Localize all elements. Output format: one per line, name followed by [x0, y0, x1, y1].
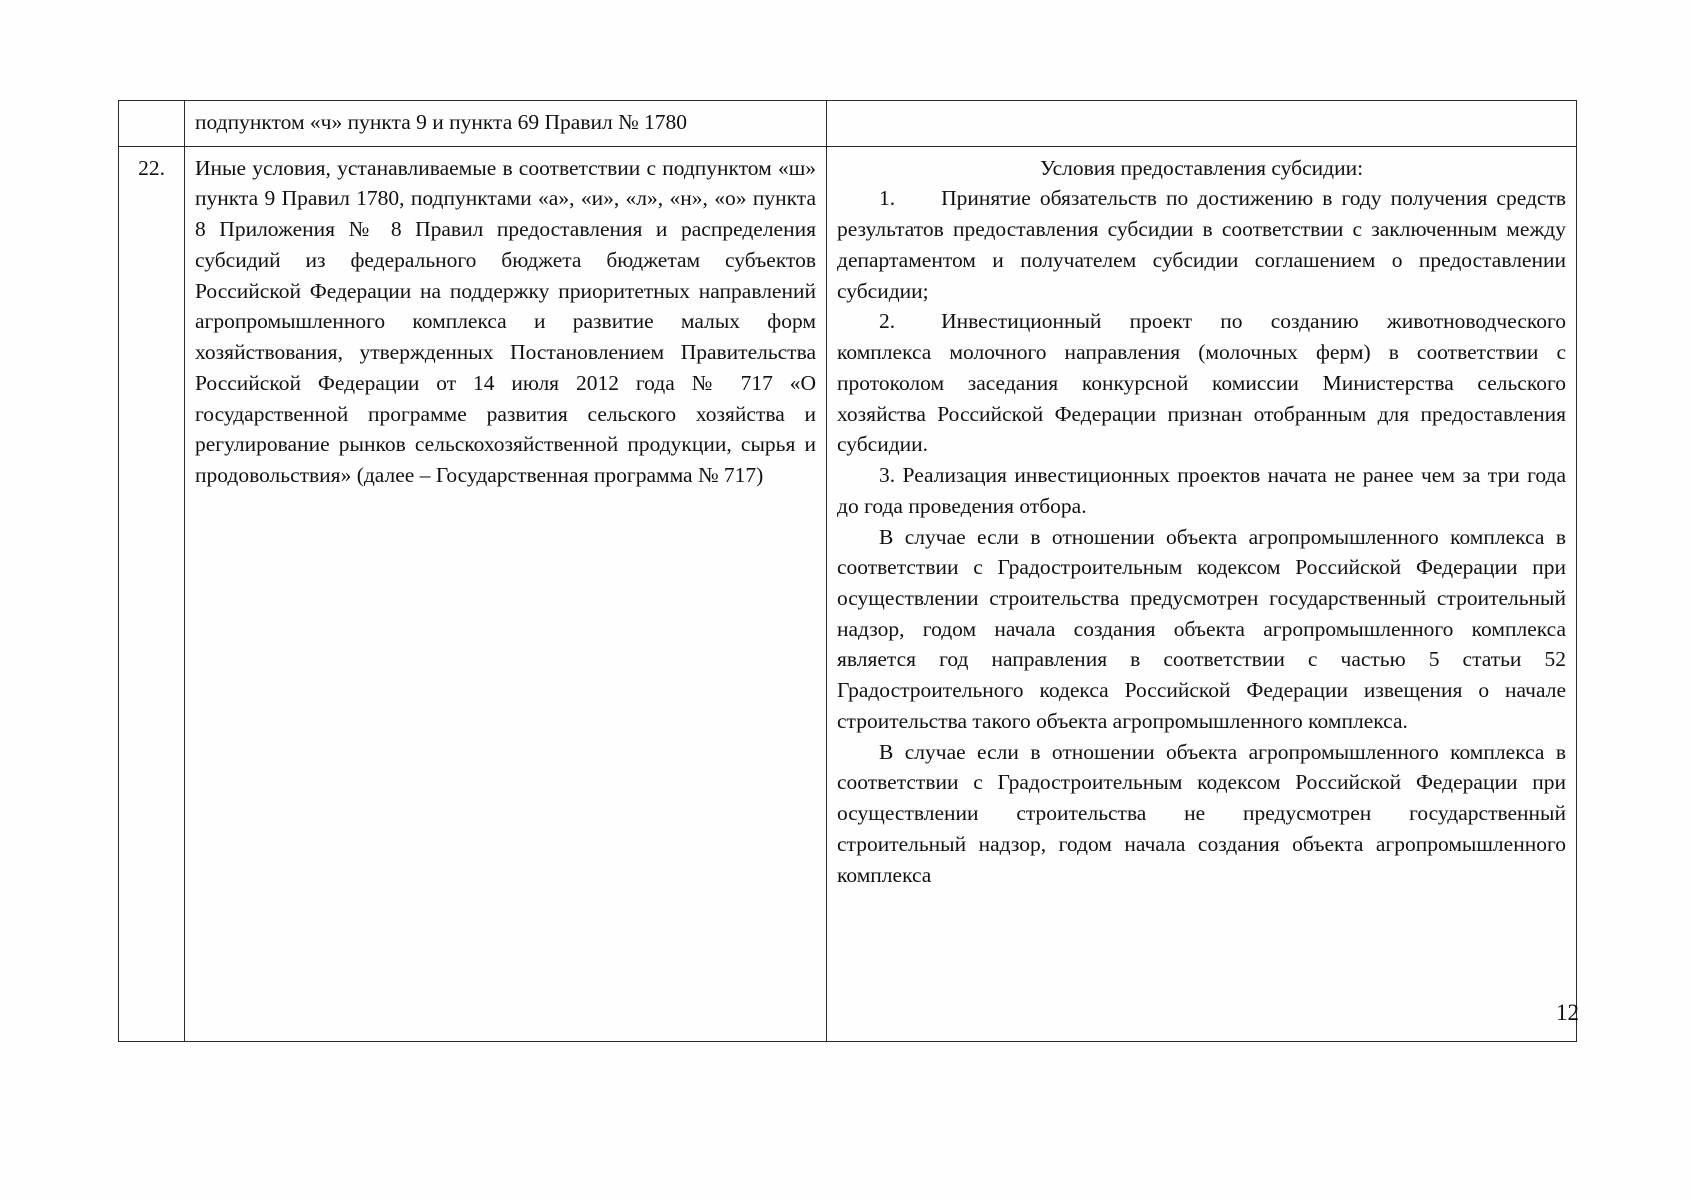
row-right-cell	[827, 146, 1577, 1041]
list-text: Реализация инвестиционных проектов начата не ранее чем за три года до года проведения отбора.	[837, 463, 1566, 518]
list-text: Инвестиционный проект по созданию животноводческого комплекса молочного направления (молочных ферм) в соответствии с протоколом заседания конкурсной комиссии Министерства сельского хозяйства Российской Федерации признан отобранным для предоставления субсидии.	[837, 309, 1566, 457]
table-row	[119, 146, 1577, 1041]
condition-description: Иные условия, устанавливаемые в соответствии с подпунктом «ш» пункта 9 Правил 1780, подпунктами «а», «и», «л», «н», «о» пункта 8 Приложения № 8 Правил предоставления и распределения субсидий из федерального бюджета бюджетам субъектов Российской Федерации на поддержку приоритетных направлений агропромышленного комплекса и развитие малых форм хозяйствования, утвержденных Постановлением Правительства Российской Федерации от 14 июля 2012 года № 717 «О государственной программе развития сельского хозяйства и регулирование рынков сельскохозяйственной продукции, сырья и продовольствия» (далее – Государственная программа № 717)	[195, 155, 816, 488]
row-left-cell	[185, 146, 827, 1041]
right-heading: Условия предоставления субсидии:	[1039, 155, 1364, 180]
page-number: 12	[1556, 1000, 1579, 1025]
continued-text: подпунктом «ч» пункта 9 и пункта 69 Правил № 1780	[195, 110, 687, 134]
list-text: Принятие обязательств по достижению в году получения средств результатов предоставления субсидии в соответствии с заключенным между департаментом и получателем субсидии соглашением о предоставлении субсидии;	[837, 186, 1566, 303]
row-left-cell	[185, 101, 827, 147]
row-number-cell: 22.	[119, 146, 185, 1041]
list-item	[837, 306, 1566, 460]
paragraph: В случае если в отношении объекта агропромышленного комплекса в соответствии с Градостроительным кодексом Российской Федерации при осуществлении строительства предусмотрен государственный строительный надзор, годом начала создания объекта агропромышленного комплекса является год направления в соответствии с частью 5 статьи 52 Градостроительного кодекса Российской Федерации извещения о начале строительства такого объекта агропромышленного комплекса.	[837, 524, 1566, 733]
conditions-table	[118, 100, 1577, 1042]
table-row	[119, 101, 1577, 147]
paragraph: В случае если в отношении объекта агропромышленного комплекса в соответствии с Градостроительным кодексом Российской Федерации при осуществлении строительства не предусмотрен государственный строительный надзор, годом начала создания объекта агропромышленного комплекса	[837, 739, 1566, 887]
row-right-cell	[827, 101, 1577, 147]
list-marker: 2.	[879, 309, 896, 334]
list-marker: 1.	[879, 186, 896, 211]
list-marker: 3.	[879, 463, 896, 488]
row-number-cell	[119, 101, 185, 147]
list-item	[837, 460, 1566, 521]
list-item	[837, 183, 1566, 306]
